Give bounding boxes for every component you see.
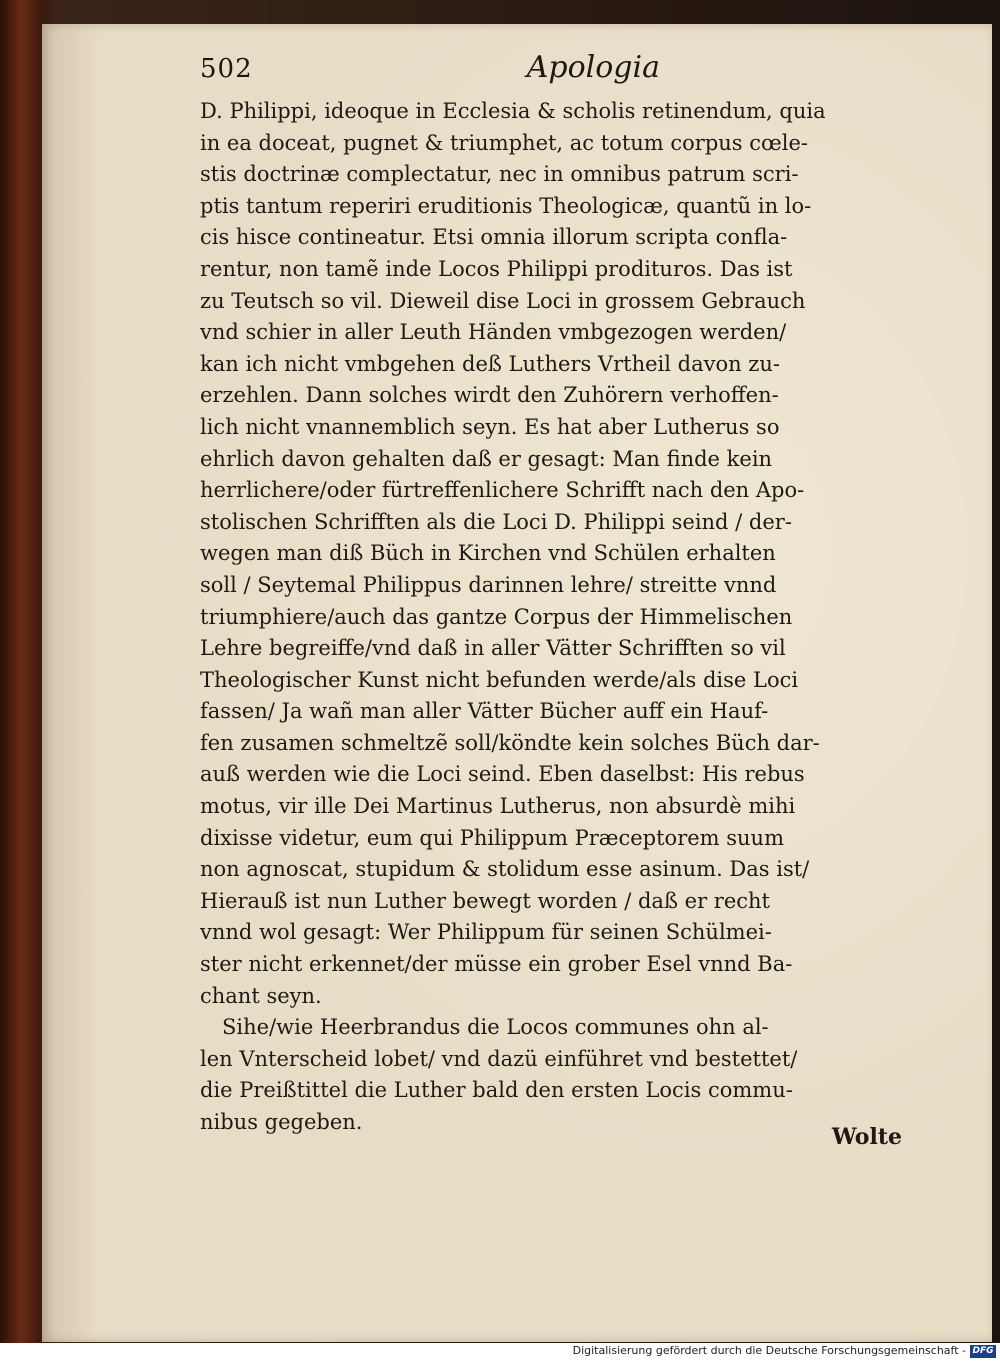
funding-notice: Digitalisierung gefördert durch die Deutsche Forschungsgemeinschaft - [572, 1344, 966, 1357]
text-line: len Vnterscheid lobet/ vnd dazü einführet vnd bestettet/ [200, 1046, 798, 1071]
text-line: non agnoscat, stupidum & stolidum esse asinum. Das ist/ [200, 857, 810, 882]
text-line: erzehlen. Dann solches wirdt den Zuhörern verhoffen- [200, 383, 779, 408]
text-line: dixisse videtur, eum qui Philippum Præceptorem suum [200, 825, 784, 850]
text-line: fassen/ Ja wañ man aller Vätter Bücher auff ein Hauf- [200, 699, 769, 724]
text-line: triumphiere/auch das gantze Corpus der Himmelischen [200, 604, 793, 629]
text-line: die Preißtittel die Luther bald den ersten Locis commu- [200, 1078, 793, 1103]
text-line: D. Philippi, ideoque in Ecclesia & scholis retinendum, quia [200, 99, 826, 123]
page-header [200, 50, 660, 90]
text-line: zu Teutsch so vil. Dieweil dise Loci in grossem Gebrauch [200, 288, 806, 313]
body-text [200, 96, 860, 1139]
text-line: soll / Seytemal Philippus darinnen lehre/ streitte vnnd [200, 572, 777, 597]
text-line: Theologischer Kunst nicht befunden werde/als dise Loci [200, 667, 799, 692]
text-line: stolischen Schrifften als die Loci D. Philippi seind / der- [200, 509, 792, 534]
text-line: auß werden wie die Loci seind. Eben daselbst: His rebus [200, 762, 805, 787]
text-line: Sihe/wie Heerbrandus die Locos communes ohn al- [222, 1015, 769, 1040]
text-line: herrlichere/oder fürtreffenlichere Schrifft nach den Apo- [200, 478, 805, 503]
text-line: cis hisce contineatur. Etsi omnia illorum scripta confla- [200, 225, 788, 250]
text-line: chant seyn. [200, 983, 322, 1008]
text-line: fen zusamen schmeltzẽ soll/köndte kein solches Büch dar- [200, 730, 820, 755]
footer-bar [0, 1343, 1000, 1361]
text-line: stis doctrinæ complectatur, nec in omnibus patrum scri- [200, 162, 799, 187]
text-line: ehrlich davon gehalten daß er gesagt: Man finde kein [200, 446, 773, 471]
text-line: vnd schier in aller Leuth Händen vmbgezogen werden/ [200, 320, 787, 345]
text-line: kan ich nicht vmbgehen deß Luthers Vrtheil davon zu- [200, 351, 780, 376]
text-line: in ea doceat, pugnet & triumphet, ac totum corpus cœle- [200, 130, 809, 155]
text-line: Lehre begreiffe/vnd daß in aller Vätter Schrifften so vil [200, 636, 786, 661]
text-line: ster nicht erkennet/der müsse ein grober Esel vnnd Ba- [200, 952, 793, 977]
text-line: wegen man diß Büch in Kirchen vnd Schülen erhalten [200, 541, 776, 566]
catchword: Wolte [831, 1124, 902, 1150]
running-title: Apologia [526, 50, 660, 85]
text-line: ptis tantum reperiri eruditionis Theologicæ, quantũ in lo- [200, 193, 812, 218]
text-line: rentur, non tamẽ inde Locos Philippi prodituros. Das ist [200, 256, 793, 281]
text-line: motus, vir ille Dei Martinus Lutherus, non absurdè mihi [200, 794, 796, 819]
text-line: lich nicht vnannemblich seyn. Es hat aber Lutherus so [200, 414, 780, 439]
page-number: 502 [200, 54, 253, 84]
text-line: vnnd wol gesagt: Wer Philippum für seinen Schülmei- [200, 920, 772, 945]
text-line: Hierauß ist nun Luther bewegt worden / daß er recht [200, 888, 770, 913]
text-line: nibus gegeben. [200, 1110, 363, 1134]
dfg-logo-icon: DFG [970, 1345, 996, 1358]
